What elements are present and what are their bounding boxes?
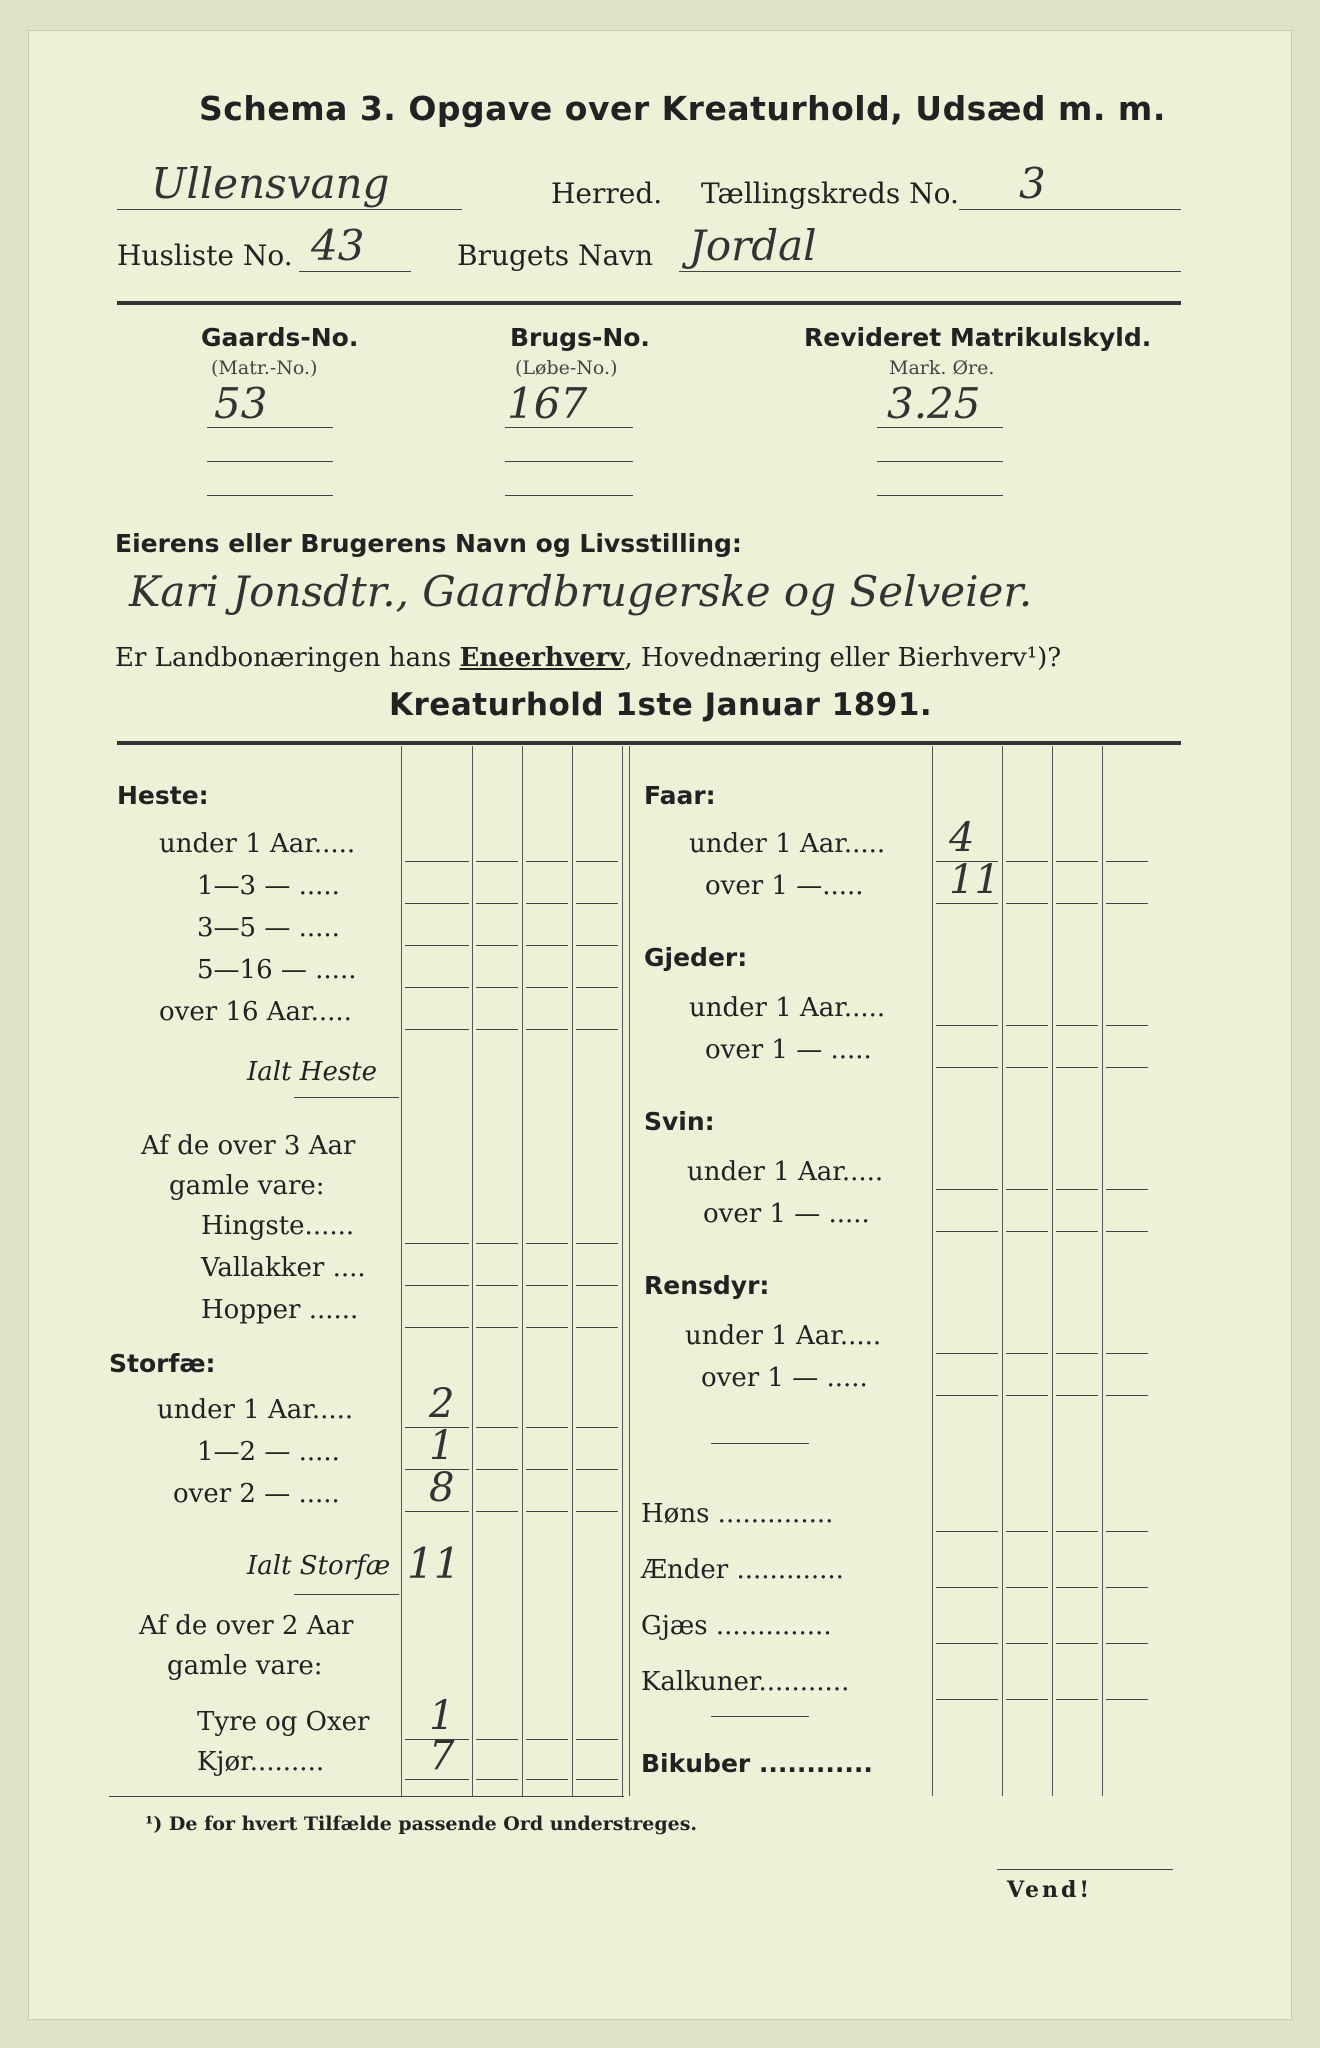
kreds-number: 3 — [1019, 159, 1046, 208]
rensdyr-row-0-label: under 1 Aar..... — [685, 1321, 882, 1351]
over2-row-0-label: Tyre og Oxer — [197, 1707, 370, 1737]
gjeder-row-1-label: over 1 — ..... — [705, 1035, 872, 1065]
storfae-row-2-label: over 2 — ..... — [173, 1479, 340, 1509]
fowl-row-3-label: Kalkuner........... — [641, 1667, 850, 1697]
skyld-label: Revideret Matrikulskyld. — [804, 323, 1152, 352]
brugs-number: 167 — [507, 379, 588, 428]
occupation-question — [115, 643, 1061, 673]
census-form-page — [28, 30, 1292, 2020]
skyld-sub: Mark. Øre. — [889, 357, 995, 379]
storfae-row-1-value: 1 — [429, 1423, 455, 1469]
footnote: ¹) De for hvert Tilfælde passende Ord understreges. — [145, 1813, 698, 1835]
gjeder-heading: Gjeder: — [644, 943, 748, 972]
fowl-row-1-label: Ænder ............. — [641, 1555, 844, 1585]
brugs-sub: (Løbe-No.) — [515, 357, 618, 379]
heste-heading: Heste: — [117, 781, 209, 810]
question-suffix: , Hovednæring eller Bierhverv¹)? — [624, 643, 1062, 673]
svin-heading: Svin: — [644, 1107, 715, 1136]
fowl-row-0-label: Høns .............. — [641, 1499, 834, 1529]
faar-row-0-label: under 1 Aar..... — [689, 829, 886, 859]
heste-row-1-label: 1—3 — ..... — [197, 871, 340, 901]
gaards-number: 53 — [214, 379, 268, 428]
fowl-row-2-label: Gjæs .............. — [641, 1611, 832, 1641]
heste-row-2-label: 3—5 — ..... — [197, 913, 340, 943]
ialt-heste-label: Ialt Heste — [247, 1057, 378, 1087]
husliste-number: 43 — [311, 221, 365, 270]
over2-row-1-label: Kjør......... — [197, 1747, 325, 1777]
gaards-label: Gaards-No. — [201, 323, 359, 352]
svin-row-1-label: over 1 — ..... — [703, 1199, 870, 1229]
af-over2-line1: Af de over 2 Aar — [139, 1611, 354, 1641]
kreds-label: Tællingskreds No. — [701, 177, 959, 210]
faar-heading: Faar: — [644, 781, 716, 810]
bruget-label: Brugets Navn — [457, 239, 654, 272]
form-title: Schema 3. Opgave over Kreaturhold, Udsæd m. m. — [199, 89, 1166, 128]
svin-row-0-label: under 1 Aar..... — [687, 1157, 884, 1187]
storfae-row-0-value: 2 — [429, 1381, 455, 1427]
herred-name: Ullensvang — [151, 159, 390, 208]
heste-row-3-label: 5—16 — ..... — [197, 955, 357, 985]
herred-label: Herred. — [551, 177, 663, 210]
vend-label: Vend! — [1007, 1877, 1093, 1903]
skyld-value: 3.25 — [887, 379, 981, 428]
gjeder-row-0-label: under 1 Aar..... — [689, 993, 886, 1023]
owner-label: Eierens eller Brugerens Navn og Livsstilling: — [115, 529, 742, 558]
heste-row-0-label: under 1 Aar..... — [159, 829, 356, 859]
heste-row-4-label: over 16 Aar..... — [159, 997, 352, 1027]
owner-name: Kari Jonsdtr., Gaardbrugerske og Selveier. — [129, 567, 1033, 616]
storfae-row-1-label: 1—2 — ..... — [197, 1437, 340, 1467]
ialt-storfae-label: Ialt Storfæ — [247, 1551, 391, 1581]
storfae-row-0-label: under 1 Aar..... — [157, 1395, 354, 1425]
husliste-label: Husliste No. — [117, 239, 293, 272]
question-underlined: Eneerhverv — [459, 643, 625, 673]
rensdyr-row-1-label: over 1 — ..... — [701, 1363, 868, 1393]
question-prefix: Er Landbonæringen hans — [115, 643, 452, 673]
ialt-storfae-value: 11 — [407, 1539, 461, 1588]
section-title: Kreaturhold 1ste Januar 1891. — [389, 687, 933, 723]
storfae-heading: Storfæ: — [109, 1349, 216, 1378]
rensdyr-heading: Rensdyr: — [644, 1271, 770, 1300]
over2-row-0-value: 1 — [429, 1693, 455, 1739]
brugs-label: Brugs-No. — [510, 323, 650, 352]
faar-row-1-value: 11 — [949, 857, 1000, 903]
over3-row-1-label: Vallakker .... — [201, 1253, 366, 1283]
bikuber-label: Bikuber ............ — [641, 1749, 873, 1778]
af-over3-line2: gamle vare: — [169, 1171, 325, 1201]
faar-row-1-label: over 1 —..... — [705, 871, 864, 901]
gaards-sub: (Matr.-No.) — [211, 357, 318, 379]
af-over2-line2: gamle vare: — [167, 1651, 323, 1681]
over3-row-2-label: Hopper ...... — [201, 1295, 359, 1325]
over2-row-1-value: 7 — [429, 1733, 455, 1779]
bruget-name: Jordal — [689, 221, 817, 270]
storfae-row-2-value: 8 — [429, 1465, 455, 1511]
af-over3-line1: Af de over 3 Aar — [141, 1131, 356, 1161]
faar-row-0-value: 4 — [949, 815, 975, 861]
over3-row-0-label: Hingste...... — [201, 1211, 355, 1241]
